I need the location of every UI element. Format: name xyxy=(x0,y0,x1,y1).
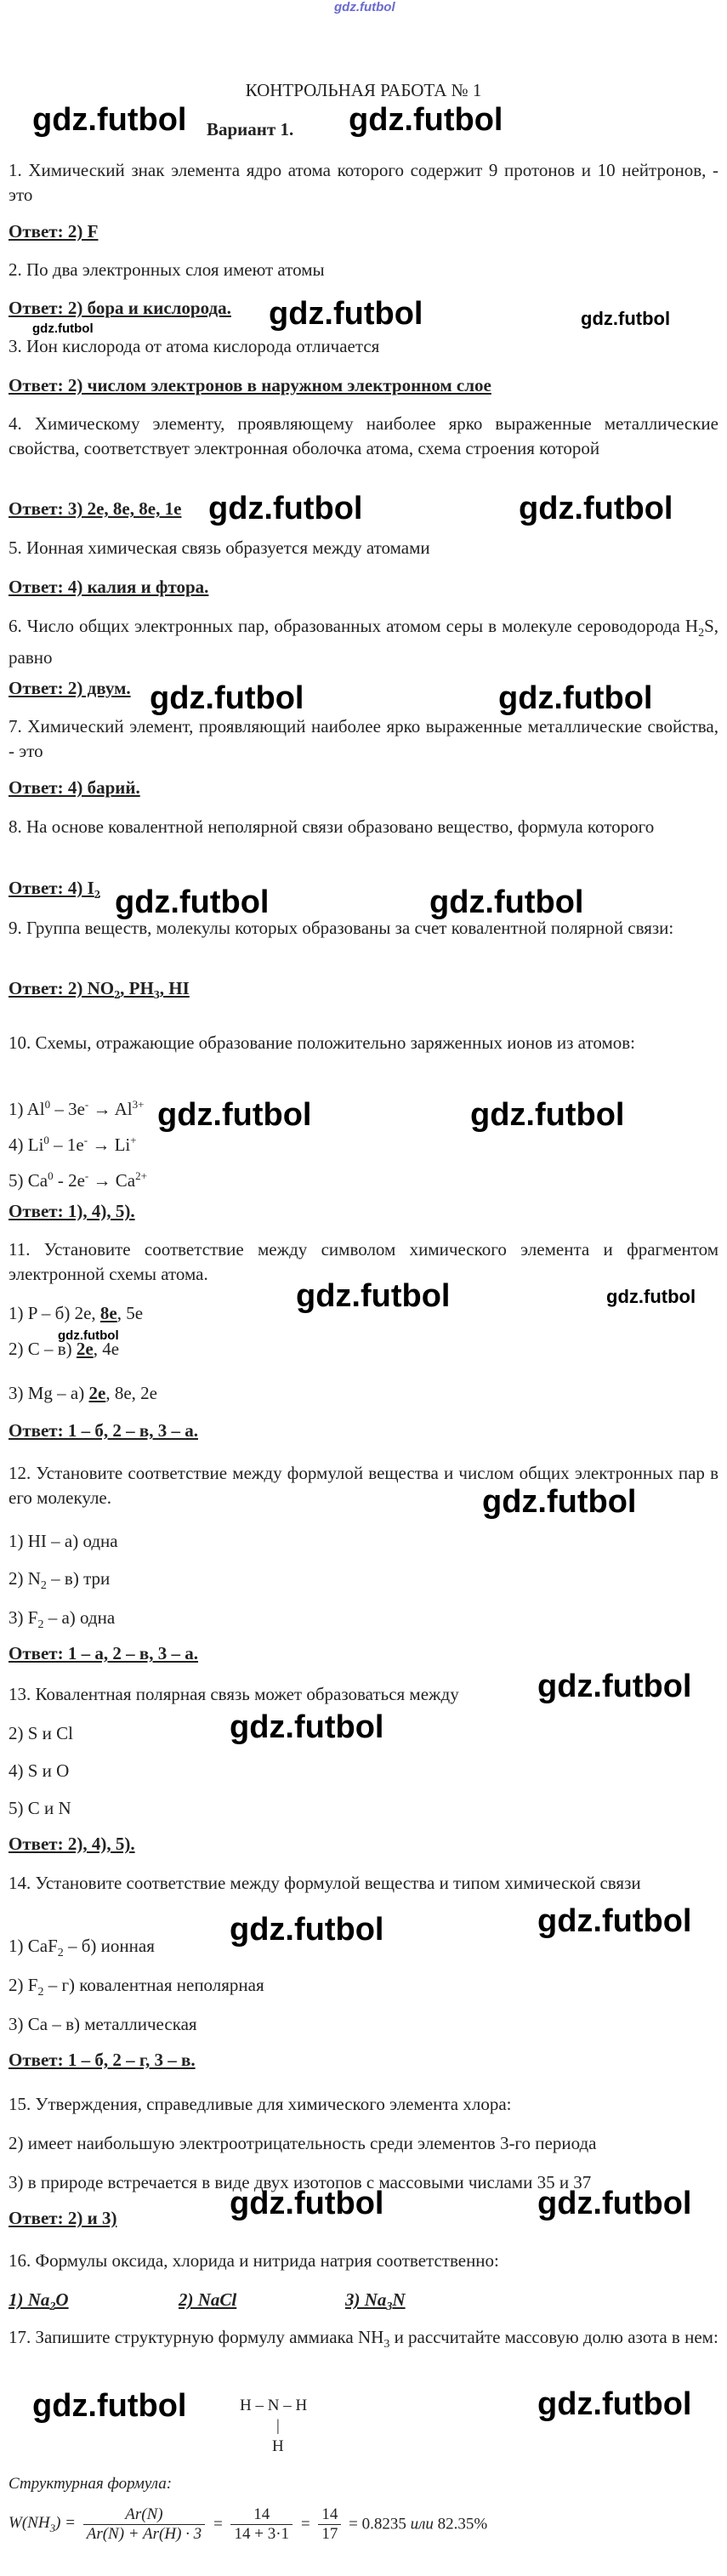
option-1: 1) $Al^0 - 3e^- \to Al^{3+}$ xyxy=(9,1098,145,1119)
question-10: 10. Схемы, отражающие образование положительно заряженных ионов из атомов: xyxy=(9,1032,635,1053)
match-row-3: 3) Ca – в) металлическая xyxy=(9,2014,197,2034)
match-row-1: 1) HI – а) одна xyxy=(9,1531,118,1551)
statement-3: 3) в природе встречается в виде двух изотопов с массовыми числами 35 и 37 xyxy=(9,2172,592,2192)
question-15: 15. Утверждения, справедливые для химического элемента хлора: xyxy=(9,2094,512,2114)
structural-formula-label: Структурная формула: xyxy=(9,2475,173,2493)
match-row-1: 1) CaF$_2$ – б) ионная xyxy=(9,1936,155,1960)
answer-3: Ответ: 2) числом электронов в наружном электронном слое xyxy=(9,375,491,395)
watermark: gdz.futbol xyxy=(32,321,94,336)
answer-9: Ответ: 2) $NO_2$, $PH_3$, HI xyxy=(9,978,190,1003)
option-5: 5) $Ca^0 - 2e^- \to Ca^{2+}$ xyxy=(9,1169,147,1191)
watermark: gdz.futbol xyxy=(115,884,270,920)
answer-14: Ответ: 1 – б, 2 – г, 3 – в. xyxy=(9,2050,196,2070)
match-row-3: 3) $F_2 - а$) одна xyxy=(9,1607,116,1632)
watermark: gdz.futbol xyxy=(349,102,503,138)
answer-1: Ответ: 2) F xyxy=(9,221,99,242)
question-6: 6. Число общих электронных пар, образованных атомом серы в молекуле сероводорода $H_2S$, равно xyxy=(9,616,718,668)
option-4: 4) S и O xyxy=(9,1760,70,1781)
watermark: gdz.futbol xyxy=(150,680,304,716)
question-12: 12. Установите соответствие между формулой вещества и числом общих электронных пар в его молекуле. xyxy=(9,1463,718,1508)
question-5: 5. Ионная химическая связь образуется между атомами xyxy=(9,537,430,558)
watermark: gdz.futbol xyxy=(482,1484,637,1520)
watermark: gdz.futbol xyxy=(269,296,423,332)
answer-2: Ответ: 2) бора и кислорода. xyxy=(9,298,231,318)
structural-formula-row: H – N – H xyxy=(240,2397,308,2414)
watermark: gdz.futbol xyxy=(230,2186,384,2221)
watermark: gdz.futbol xyxy=(537,2186,692,2221)
match-row-2: 2) $N_2 - в$) три xyxy=(9,1568,111,1593)
watermark: gdz.futbol xyxy=(32,102,187,138)
question-4: 4. Химическому элементу, проявляющему наиболее ярко выраженные металлические свойства, соответствует электронная оболочка атома, схема строения которой xyxy=(9,413,718,458)
answer-5: Ответ: 4) калия и фтора. xyxy=(9,577,209,597)
question-8: 8. На основе ковалентной неполярной связи образовано вещество, формула которого xyxy=(9,816,655,837)
watermark: gdz.futbol xyxy=(519,491,673,526)
answer-6: Ответ: 2) двум. xyxy=(9,678,131,698)
question-17: 17. Запишите структурную формулу аммиака $NH_3$ и рассчитайте массовую долю азота в нем: xyxy=(9,2327,718,2351)
watermark: gdz.futbol xyxy=(32,2388,187,2424)
question-1: 1. Химический знак элемента ядро атома которого содержит 9 протонов и 10 нейтронов, - это xyxy=(9,160,718,205)
watermark: gdz.futbol xyxy=(606,1286,696,1307)
match-row-2: 2) $F_2 - г$) ковалентная неполярная xyxy=(9,1975,264,1999)
question-13: 13. Ковалентная полярная связь может образоваться между xyxy=(9,1684,459,1704)
watermark: gdz.futbol xyxy=(581,308,671,329)
structural-formula-bond: | xyxy=(276,2417,280,2435)
watermark: gdz.futbol xyxy=(537,1669,692,1704)
answer-13: Ответ: 2), 4), 5). xyxy=(9,1834,135,1854)
watermark: gdz.futbol xyxy=(58,1328,119,1343)
variant-label: Вариант 1. xyxy=(207,119,294,139)
watermark: gdz.futbol xyxy=(208,491,363,526)
option-4: 4) Li$^0$ – 1e- → Li+ xyxy=(9,1134,137,1155)
answer-16-nitride: 3) $Na_3N$ xyxy=(345,2289,406,2314)
answer-10: Ответ: 1), 4), 5). xyxy=(9,1201,135,1221)
match-row-2: 2) C – в) 2e, 4e xyxy=(9,1339,120,1359)
answer-15: Ответ: 2) и 3) xyxy=(9,2208,117,2228)
statement-2: 2) имеет наибольшую электроотрицательность среди элементов 3-го периода xyxy=(9,2133,597,2153)
question-7: 7. Химический элемент, проявляющий наиболее ярко выраженные металлические свойства, - это xyxy=(9,716,718,761)
watermark: gdz.futbol xyxy=(429,884,584,920)
match-row-1: 1) P – б) 2e, 8e, 5e xyxy=(9,1303,144,1323)
question-3: 3. Ион кислорода от атома кислорода отличается xyxy=(9,336,380,356)
fraction-1: $\frac{Ar(N)}{Ar(N) + Ar(H) \cdot 3}$ xyxy=(83,2505,205,2544)
answer-7: Ответ: 4) барий. xyxy=(9,777,140,798)
option-2: 2) S и Cl xyxy=(9,1723,74,1743)
mass-fraction-formula: $W(NH_3)$ = $\frac{Ar(N)}{Ar(N) + Ar(H) \cdot 3}$ = $\frac{14}{14 + 3\cdot 1}$ = $\frac{14}{17}$ = 0.8235 или 82.35% xyxy=(9,2505,488,2543)
watermark: gdz.futbol xyxy=(537,2386,692,2422)
watermark: gdz.futbol xyxy=(498,680,653,716)
option-5: 5) C и N xyxy=(9,1798,71,1818)
watermark: gdz.futbol xyxy=(296,1278,451,1314)
top-watermark: gdz.futbol xyxy=(334,0,395,14)
structural-formula-h: H xyxy=(272,2437,284,2455)
answer-8: Ответ: 4) $I_2$ xyxy=(9,878,100,902)
watermark: gdz.futbol xyxy=(230,1709,384,1745)
answer-11: Ответ: 1 – б, 2 – в, 3 – а. xyxy=(9,1420,198,1441)
answer-16-oxide: 1) $Na_2O$ xyxy=(9,2289,69,2314)
answer-4: Ответ: 3) 2е, 8е, 8е, 1е xyxy=(9,498,182,519)
page-title: КОНТРОЛЬНАЯ РАБОТА № 1 xyxy=(245,80,482,100)
question-16: 16. Формулы оксида, хлорида и нитрида натрия соответственно: xyxy=(9,2250,499,2271)
match-row-3: 3) Mg – а) 2e, 8e, 2e xyxy=(9,1383,157,1403)
watermark: gdz.futbol xyxy=(537,1903,692,1939)
question-11: 11. Установите соответствие между символом химического элемента и фрагментом электронной схемы атома. xyxy=(9,1239,718,1284)
question-2: 2. По два электронных слоя имеют атомы xyxy=(9,259,325,280)
answer-16-chloride: 2) NaCl xyxy=(179,2289,237,2310)
watermark: gdz.futbol xyxy=(470,1097,625,1133)
question-14: 14. Установите соответствие между формулой вещества и типом химической связи xyxy=(9,1873,641,1893)
fraction-3: $\frac{14}{17}$ xyxy=(318,2505,341,2544)
watermark: gdz.futbol xyxy=(157,1097,312,1133)
question-9: 9. Группа веществ, молекулы которых образованы за счет ковалентной полярной связи: xyxy=(9,918,674,938)
watermark: gdz.futbol xyxy=(230,1912,384,1948)
fraction-2: $\frac{14}{14 + 3\cdot 1}$ xyxy=(230,2505,293,2544)
answer-12: Ответ: 1 – а, 2 – в, 3 – а. xyxy=(9,1643,198,1663)
